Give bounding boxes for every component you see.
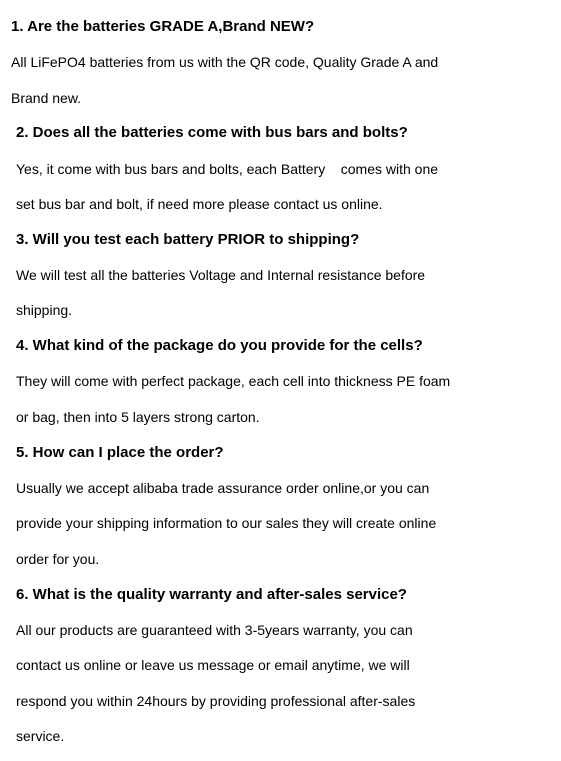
faq-answer-6-line-4: service. [16, 728, 65, 744]
faq-answer-2-line-2: set bus bar and bolt, if need more please contact us online. [16, 196, 383, 212]
faq-answer-5-line-2: provide your shipping information to our sales they will create online [16, 515, 437, 531]
faq-answer-4-line-1: They will come with perfect package, each cell into thickness PE foam [16, 373, 451, 389]
faq-answer-4-line-2: or bag, then into 5 layers strong carton. [16, 409, 260, 425]
faq-answer-6-line-3: respond you within 24hours by providing professional after-sales [16, 693, 416, 709]
faq-answer-2-line-1: Yes, it come with bus bars and bolts, each Battery comes with one [16, 161, 439, 177]
faq-question-2: 2. Does all the batteries come with bus bars and bolts? [16, 124, 408, 141]
faq-question-3: 3. Will you test each battery PRIOR to shipping? [16, 231, 360, 248]
faq-question-5: 5. How can I place the order? [16, 444, 224, 461]
faq-answer-6-line-1: All our products are guaranteed with 3-5years warranty, you can [16, 622, 413, 638]
faq-answer-3-line-1: We will test all the batteries Voltage and Internal resistance before [16, 267, 426, 283]
faq-answer-5-line-3: order for you. [16, 551, 100, 567]
faq-answer-5-line-1: Usually we accept alibaba trade assurance order online,or you can [16, 480, 430, 496]
faq-question-4: 4. What kind of the package do you provide for the cells? [16, 337, 423, 354]
faq-question-1: 1. Are the batteries GRADE A,Brand NEW? [11, 18, 315, 35]
faq-answer-6-line-2: contact us online or leave us message or email anytime, we will [16, 657, 410, 673]
faq-answer-1-line-2: Brand new. [11, 90, 82, 106]
faq-question-6: 6. What is the quality warranty and after-sales service? [16, 586, 407, 603]
faq-answer-3-line-2: shipping. [16, 302, 73, 318]
faq-answer-1-line-1: All LiFePO4 batteries from us with the QR code, Quality Grade A and [11, 54, 439, 70]
